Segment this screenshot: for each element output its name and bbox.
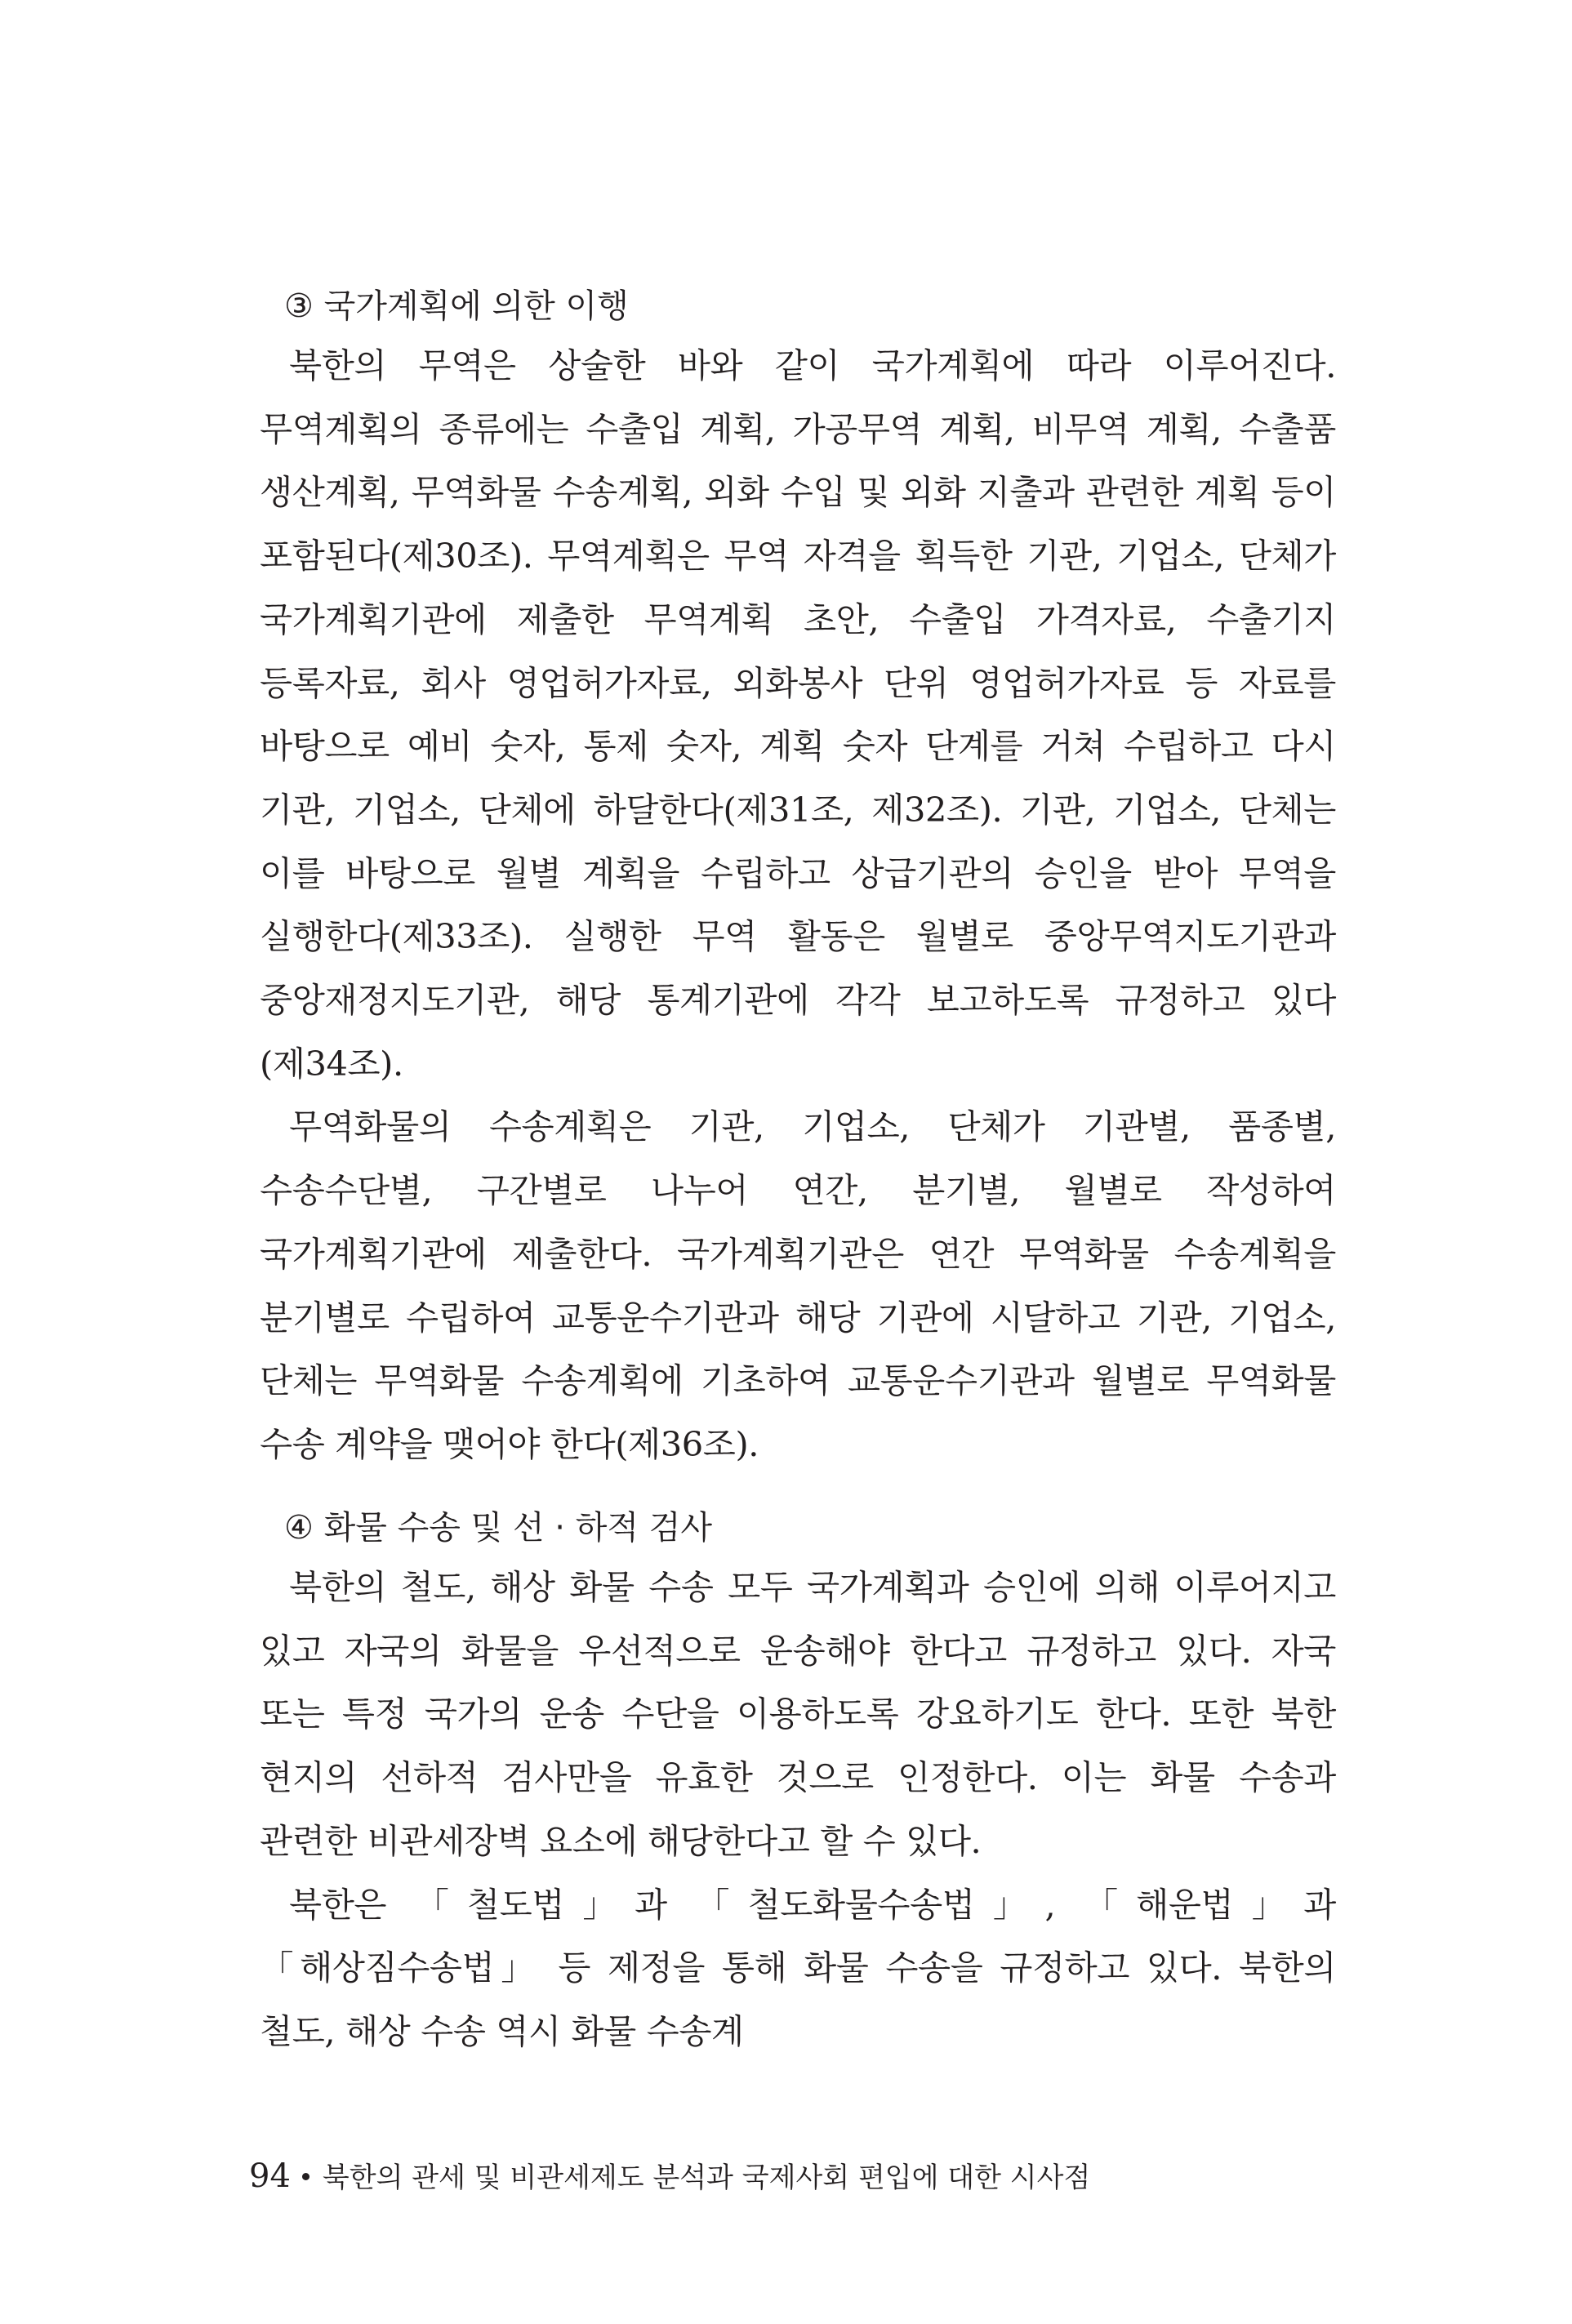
page-number: 94 [249, 2157, 291, 2195]
section-cargo-transport [260, 1503, 1336, 2064]
body-paragraph: 무역화물의 수송계획은 기관, 기업소, 단체가 기관별, 품종별, 수송수단별, 구간별로 나누어 연간, 분기별, 월별로 작성하여 국가계획기관에 제출한다. 국가계획기관은 연간 무역화물 수송계획을 분기별로 수립하여 교통운수기관과 해당 기관에 시달하고 기관, 기업소, 단체는 무역화물 수송계획에 기초하여 교통운수기관과 월별로 무역화물 수송 계약을 맺어야 한다(제36조). [260, 1106, 1336, 1464]
section-heading: ③ 국가계획에 의한 이행 [284, 287, 629, 325]
section-national-plan [260, 282, 1336, 1476]
page-footer [249, 2152, 1090, 2201]
section-heading: ④ 화물 수송 및 선 · 하적 검사 [284, 1509, 712, 1547]
body-paragraph: 북한의 철도, 해상 화물 수송 모두 국가계획과 승인에 의해 이루어지고 있고 자국의 화물을 우선적으로 운송해야 한다고 규정하고 있다. 자국 또는 특정 국가의 운송 수단을 이용하도록 강요하기도 한다. 또한 북한 현지의 선하적 검사만을 유효한 것으로 인정한다. 이는 화물 수송과 관련한 비관세장벽 요소에 해당한다고 할 수 있다. [260, 1567, 1336, 1861]
bullet-dot-icon [302, 2173, 310, 2180]
body-paragraph: 북한의 무역은 상술한 바와 같이 국가계획에 따라 이루어진다. 무역계획의 종류에는 수출입 계획, 가공무역 계획, 비무역 계획, 수출품 생산계획, 무역화물 수송계획, 외화 수입 및 외화 지출과 관련한 계획 등이 포함된다(제30조). 무역계획은 무역 자격을 획득한 기관, 기업소, 단체가 국가계획기관에 제출한 무역계획 초안, 수출입 가격자료, 수출기지 등록자료, 회사 영업허가자료, 외화봉사 단위 영업허가자료 등 자료를 바탕으로 예비 숫자, 통제 숫자, 계획 숫자 단계를 거쳐 수립하고 다시 기관, 기업소, 단체에 하달한다(제31조, 제32조). 기관, 기업소, 단체는 이를 바탕으로 월별 계획을 수립하고 상급기관의 승인을 받아 무역을 실행한다(제33조). 실행한 무역 활동은 월별로 중앙무역지도기관과 중앙재정지도기관, 해당 통계기관에 각각 보고하도록 규정하고 있다(제34조). [260, 345, 1336, 1084]
book-title: 북한의 관세 및 비관세제도 분석과 국제사회 편입에 대한 시사점 [322, 2161, 1091, 2194]
body-paragraph: 북한은 「철도법」과 「철도화물수송법」, 「해운법」과 「해상짐수송법」 등 제정을 통해 화물 수송을 규정하고 있다. 북한의 철도, 해상 수송 역시 화물 수송계 [260, 1884, 1336, 2051]
